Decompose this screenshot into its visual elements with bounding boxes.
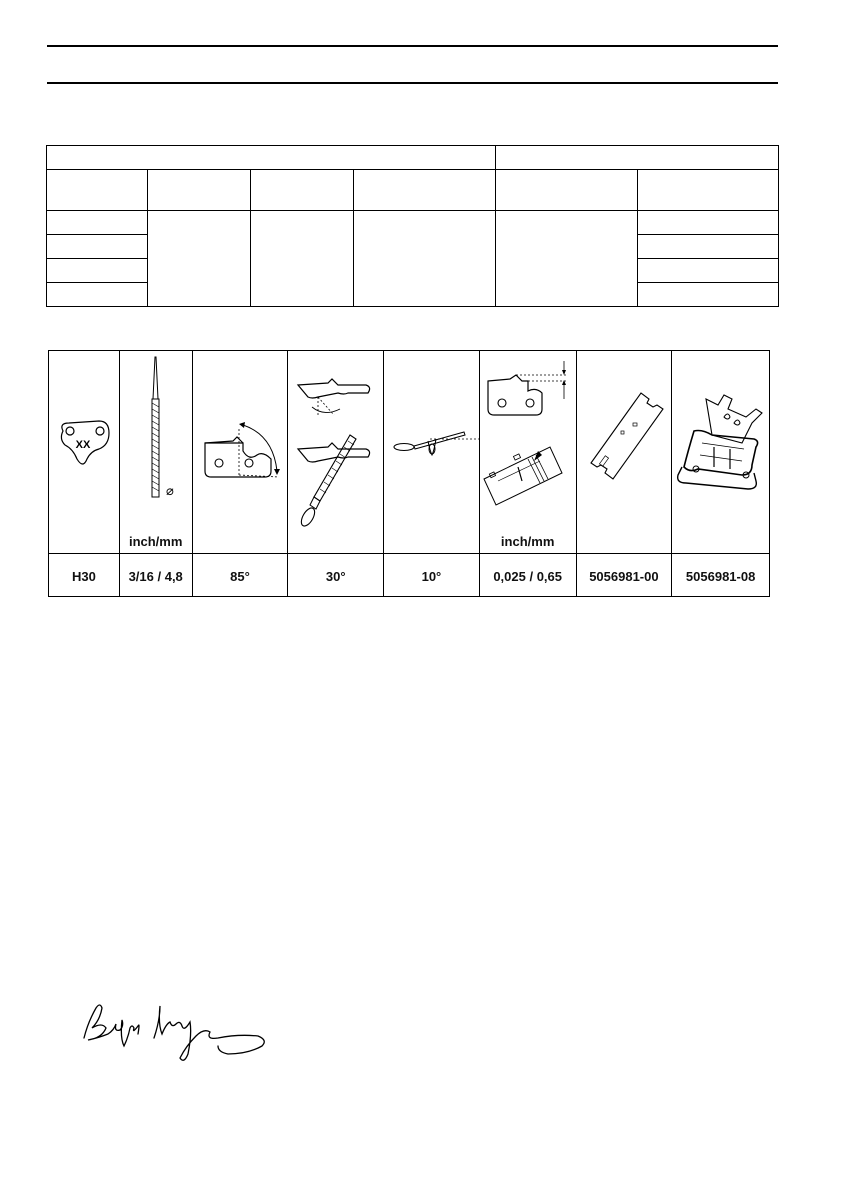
column-top-plate-angle	[193, 351, 289, 596]
file-diameter-unit: inch/mm	[128, 534, 183, 549]
specification-table	[46, 145, 779, 307]
chain-link-marking-icon	[49, 351, 120, 551]
spec-cell	[47, 211, 148, 235]
depth-gauge-value: 0,025 / 0,65	[480, 553, 576, 598]
depth-gauge-tool-value: 5056981-00	[577, 553, 672, 598]
depth-gauge-tool-icon	[577, 351, 673, 551]
link-marking-text: XX	[75, 439, 91, 451]
spec-merged-cell	[354, 211, 496, 307]
spec-cell	[638, 283, 779, 307]
spec-merged-cell	[148, 211, 251, 307]
column-depth-gauge	[480, 351, 577, 596]
file-guide-tool-icon	[672, 351, 769, 551]
column-file-diameter	[120, 351, 193, 596]
column-filing-angle	[288, 351, 384, 596]
spec-column-header-row	[47, 170, 779, 211]
column-depth-gauge-tool	[577, 351, 673, 596]
sharpening-data-table	[48, 350, 770, 597]
spec-group-header-left	[47, 146, 496, 170]
top-plate-angle-value: 85°	[193, 553, 288, 598]
spec-header-cell	[638, 170, 779, 211]
cutter-filing-angle-icon	[288, 351, 384, 551]
column-file-holder-angle	[384, 351, 480, 596]
spec-header-cell	[496, 170, 638, 211]
depth-gauge-unit: inch/mm	[500, 534, 555, 549]
spec-cell	[638, 235, 779, 259]
spec-merged-cell	[496, 211, 638, 307]
spec-group-header-row	[47, 146, 779, 170]
spec-cell	[638, 259, 779, 283]
spec-cell	[47, 259, 148, 283]
diameter-symbol: ⌀	[165, 484, 174, 499]
spec-header-cell	[354, 170, 496, 211]
cutter-top-plate-angle-icon	[193, 351, 289, 551]
signature-image	[78, 998, 268, 1068]
header-rule	[47, 82, 778, 84]
spec-group-header-right	[496, 146, 779, 170]
spec-row	[47, 211, 779, 235]
file-guide-tool-value: 5056981-08	[672, 553, 769, 598]
top-rule	[47, 45, 778, 47]
spec-header-cell	[148, 170, 251, 211]
chain-marking-value: H30	[49, 553, 119, 598]
depth-gauge-icon	[480, 351, 577, 531]
spec-merged-cell	[251, 211, 354, 307]
spec-cell	[47, 235, 148, 259]
file-diameter-value: 3/16 / 4,8	[120, 553, 192, 598]
spec-cell	[638, 211, 779, 235]
spec-header-cell	[251, 170, 354, 211]
file-holder-angle-icon	[384, 351, 480, 551]
filing-angle-value: 30°	[288, 553, 383, 598]
spec-header-cell	[47, 170, 148, 211]
spec-cell	[47, 283, 148, 307]
round-file-icon	[120, 351, 193, 531]
column-file-guide-tool	[672, 351, 769, 596]
column-chain-marking	[49, 351, 120, 596]
file-holder-angle-value: 10°	[384, 553, 479, 598]
